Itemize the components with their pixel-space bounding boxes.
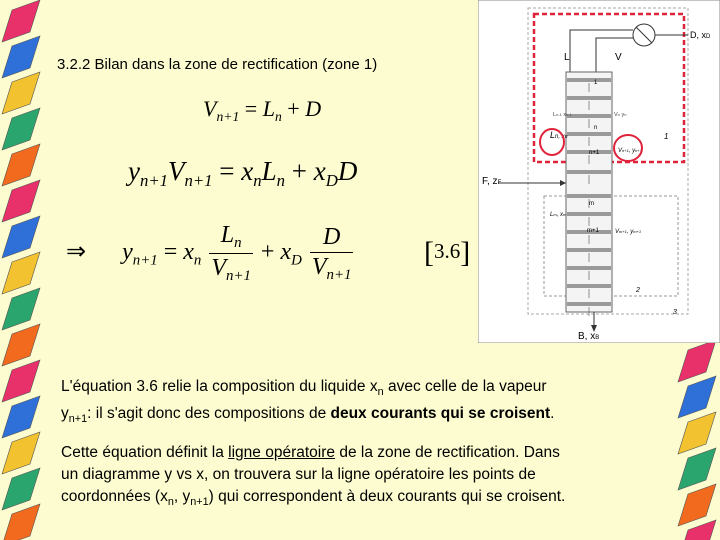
zone-1-number: 1 — [664, 132, 669, 141]
decorative-ribbon-right — [676, 340, 720, 540]
column-plate — [567, 194, 611, 198]
plate-m1-label: m+1 — [587, 228, 599, 234]
plate-n1-label: n+1 — [589, 150, 600, 156]
implies-arrow: ⇒ — [66, 239, 87, 266]
column-plate — [567, 132, 611, 136]
ribbon-segment — [2, 72, 40, 114]
ribbon-segment — [2, 144, 40, 186]
ribbon-segment — [2, 0, 40, 42]
paragraph-2: Cette équation définit la ligne opératoire de la zone de rectification. Dans un diagramme y vs x, on trouvera sur la ligne opératoire les points de coordonnées ($x_n$, $y_{n+1}$) qui correspondent à deux courants qui se croisent. — [61, 444, 566, 509]
ribbon-segment — [2, 360, 40, 402]
feed-label: F, zF — [482, 176, 502, 187]
equation-1: $V_{n+1} = L_n + D$ — [203, 96, 322, 124]
equation-3: ⇒ $y_{n+1} = x_n$ $\frac{L_n}{V_{n+1}}$ + $x_D$ $\frac{D}{V_{n+1}}$ — [66, 222, 352, 285]
ribbon-segment — [2, 108, 40, 150]
ribbon-segment — [2, 324, 40, 366]
column-plate — [567, 302, 611, 306]
column-plate — [567, 266, 611, 270]
Vm1-label: Vm+1, ym+1 — [615, 229, 642, 235]
fraction-L-over-V: $\frac{L_n}{V_{n+1}}$ — [211, 222, 251, 285]
ribbon-segment — [678, 412, 716, 454]
column-plate — [567, 284, 611, 288]
paragraph-1: L'équation 3.6 relie la composition du liquide $x_n$ avec celle de la vapeur $y_{n+1}$: il s'agit donc des compositions de deux courants qui se croisent. — [61, 378, 555, 426]
ribbon-segment — [2, 216, 40, 258]
ribbon-segment — [2, 396, 40, 438]
column-plate — [567, 114, 611, 118]
ribbon-segment — [2, 432, 40, 474]
Vn-label: Vn yn — [614, 112, 627, 118]
ribbon-segment — [2, 36, 40, 78]
ribbon-segment — [2, 504, 40, 540]
ribbon-segment — [2, 288, 40, 330]
column-plate — [567, 78, 611, 82]
plate-1-label: 1 — [594, 80, 598, 86]
fraction-D-over-V: $\frac{D}{V_{n+1}}$ — [311, 223, 352, 283]
column-plate — [567, 96, 611, 100]
ribbon-segment — [678, 340, 716, 382]
emphasis-text: deux courants qui se croisent — [330, 405, 551, 423]
bottoms-label: B, xB — [578, 331, 600, 342]
section-title: 3.2.2 Bilan dans la zone de rectification (zone 1) — [57, 56, 378, 73]
Lm-label: Lm, xm — [550, 212, 567, 218]
ribbon-segment — [678, 484, 716, 526]
Vn1-label: Vn+1, yn+1 — [618, 148, 642, 154]
equation-2: $y_{n+1}V_{n+1} = x_nL_n + x_DD$ — [128, 156, 358, 190]
ribbon-segment — [2, 468, 40, 510]
ribbon-segment — [678, 448, 716, 490]
column-plate — [567, 170, 611, 174]
zone-3-number: 3 — [673, 309, 677, 316]
zone-2-number: 2 — [636, 287, 640, 294]
column-plate — [567, 248, 611, 252]
distillate-label: D, xD — [690, 30, 711, 40]
vapor-label: V — [615, 52, 622, 63]
ribbon-segment — [2, 180, 40, 222]
reflux-label: L — [564, 52, 570, 63]
column-plate — [567, 212, 611, 216]
plate-n-label: n — [594, 125, 598, 131]
Ln1-label: Ln-1 xn-1 — [553, 112, 572, 118]
operating-line-link[interactable]: ligne opératoire — [228, 444, 336, 461]
decorative-ribbon-left — [0, 0, 46, 540]
ribbon-segment — [678, 376, 716, 418]
equation-number: [3.6] — [424, 236, 471, 269]
Ln-label: Ln, xn — [550, 130, 568, 140]
plate-m-label: m — [589, 201, 594, 207]
distillation-column-diagram — [478, 0, 720, 343]
ribbon-segment — [2, 252, 40, 294]
